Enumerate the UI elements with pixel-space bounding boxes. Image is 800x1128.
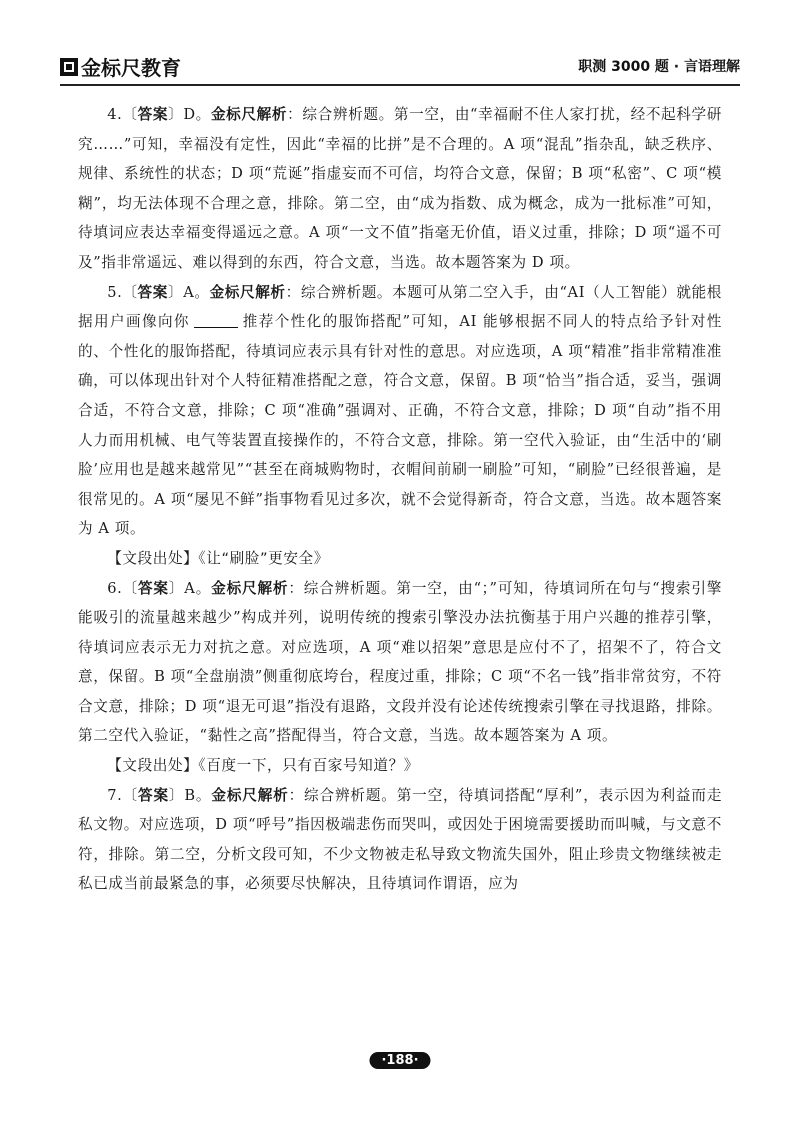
fill-blank: [194, 313, 238, 329]
analysis-label: 金标尺解析: [210, 106, 288, 123]
answer-label: 答案: [138, 579, 169, 597]
answer-item-5: 5.〔答案〕A。金标尺解析：综合辨析题。本题可从第二空入手，由“AI（人工智能）就能根据用户画像向你 推荐个性化的服饰搭配”可知，AI 能够根据不同人的特点给予针对性的、个性化的服饰搭配，待填词应表示具有针对性的意思。对应选项，A 项“精准”指非常精准准确，可以体现出针对个人特征精准搭配之意，符合文意，保留。B 项“恰当”指合适，妥当，强调合适，不符合文意，排除；C 项“准确”强调对、正确，不符合文意，排除；D 项“自动”指不用人力而用机械、电气等装置直接操作的，不符合文意，排除。第一空代入验证，由“生活中的‘刷脸’应用也是越来越常见”“甚至在商城购物时，衣帽间前刷一刷脸”可知，“刷脸”已经很普遍，是很常见的。A 项“屡见不鲜”指事物看见过多次，就不会觉得新奇，符合文意，当选。故本题答案为 A 项。: [78, 283, 722, 538]
analysis-label: 金标尺解析: [209, 283, 286, 301]
publisher-logo: [60, 52, 181, 81]
logo-text: 金标尺教育: [81, 56, 181, 80]
logo-icon: [60, 58, 78, 76]
analysis-label: 金标尺解析: [211, 579, 289, 597]
answer-label: 答案: [137, 283, 168, 301]
page-header: [60, 50, 740, 86]
answer-label: 答案: [137, 106, 169, 123]
page-number: ·188·: [369, 1052, 430, 1069]
source-note-6: 【文段出处】《百度一下，只有百家号知道？》: [107, 757, 419, 775]
book-title: 职测 3000 题 · 言语理解: [578, 59, 740, 75]
source-note-5: 【文段出处】《让“刷脸”更安全》: [107, 549, 329, 567]
page-body: [78, 100, 722, 899]
analysis-label: 金标尺解析: [211, 786, 289, 804]
answer-item-4: 4.〔答案〕D。金标尺解析：综合辨析题。第一空，由“幸福耐不住人家打扰，经不起科学研究……”可知，幸福没有定性，因此“幸福的比拼”是不合理的。A 项“混乱”指杂乱，缺乏秩序、规律、系统性的状态；D 项“荒诞”指虚妄而不可信，均符合文意，保留；B 项“私密”、C 项“模糊”，均无法体现不合理之意，排除。第二空，由“成为指数、成为概念，成为一批标准”可知，待填词应表达幸福变得遥远之意。A 项“一文不值”指毫无价值，语义过重，排除；D 项“遥不可及”指非常遥远、难以得到的东西，符合文意，当选。故本题答案为 D 项。: [78, 106, 722, 271]
answer-item-6: 6.〔答案〕A。金标尺解析：综合辨析题。第一空，由“；”可知，待填词所在句与“搜索引擎能吸引的流量越来越少”构成并列，说明传统的搜索引擎没办法抗衡基于用户兴趣的推荐引擎，待填词应表示无力对抗之意。对应选项，A 项“难以招架”意思是应付不了，招架不了，符合文意，保留。B 项“全盘崩溃”侧重彻底垮台，程度过重，排除；C 项“不名一钱”指非常贫穷，不符合文意，排除；D 项“退无可退”指没有退路，文段并没有论述传统搜索引擎在寻找退路，排除。第二空代入验证，“黏性之高”搭配得当，符合文意，当选。故本题答案为 A 项。: [78, 579, 722, 745]
answer-item-7: 7.〔答案〕B。金标尺解析：综合辨析题。第一空，待填词搭配“厚利”，表示因为利益而走私文物。对应选项，D 项“呼号”指因极端悲伤而哭叫，或因处于困境需要援助而叫喊，与文意不符，排除。第二空，分析文段可知，不少文物被走私导致文物流失国外，阻止珍贵文物继续被走私已成当前最紧急的事，必须要尽快解决，且待填词作谓语，应为: [78, 786, 722, 893]
answer-label: 答案: [138, 786, 169, 804]
